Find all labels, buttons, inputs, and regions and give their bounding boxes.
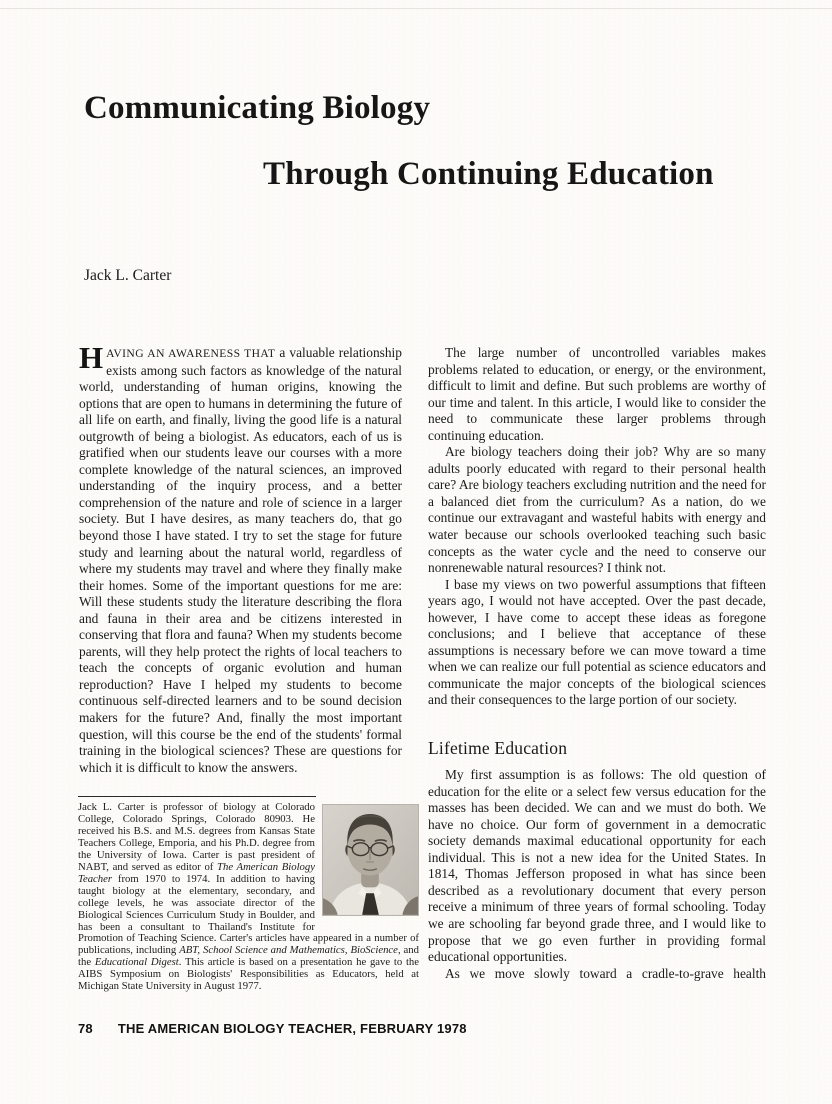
page-title-line1: Communicating Biology	[84, 90, 431, 126]
bio-divider	[78, 796, 316, 797]
page-footer	[78, 1021, 467, 1036]
footer-page-number: 78	[78, 1021, 93, 1036]
bio-richtext: Jack L. Carter is professor of biology at Colorado College, Colorado Springs, Colorado 80903. He received his B.S. and M.S. degrees from Kansas State Teachers College, Emporia, and his Ph.D. degree from the University of Iowa. Carter is past president of NABT, and served as editor of The American Biology Teacher from 1970 to 1974. In addition to having taught biology at the elementary, secondary, and college levels, he was associate director of the Biological Sciences Curriculum Study in Boulder, and has been a consultant to Thailand's Institute for Promotion of Teaching Science. Carter's articles have appeared in a number of publications, including ABT, School Science and Mathematics, BioScience, and the Educational Digest. This article is based on a presentation he gave to the AIBS Symposium on Biologists' Responsibilities as Educators, held at Michigan State University in August 1977.	[78, 801, 419, 993]
lead-body-text: a valuable relationship exists among such factors as knowledge of the natural world, understanding of human origins, knowing the options that are open to humans in determining the future of all life on earth, and finally, living the good life is a natural outgrowth of being a biologist. As educators, each of us is gratified when our students leave our courses with a more complete knowledge of the natural sciences, an improved understanding of the inquiry process, and a better comprehension of the nature and role of science in a larger society. But I have desires, as many teachers do, that go beyond those I have stated. I try to set the stage for future study and learning about the natural world, regardless of where my students may travel and where they finally make their homes. Some of the important questions for me are: Will these students study the literature describing the flora and fauna in their area and be citizens interested in conserving that flora and fauna? When my students become parents, will they help protect the rights of local teachers to teach the concepts of organic evolution and human reproduction? Have I helped my students to become continuous self-directed learners and to be sound decision makers for the future? And, finally the most important question, will this course be the end of the students' formal training in the biological sciences? These are questions for which it is difficult to know the answers.	[79, 345, 402, 775]
right-paragraph-2: Are biology teachers doing their job? Why are so many adults poorly educated with regard to their personal health care? Are biology teachers excluding nutrition and the need for a balanced diet from the curriculum? As a nation, do we continue our extravagant and wasteful habits with energy and water because our schools overlooked teaching such basic concepts as the water cycle and the need to conserve our nonrenewable natural resources? I think not.	[428, 444, 766, 576]
right-paragraph-4: My first assumption is as follows: The old question of education for the elite or a select few versus education for the masses has been decided. We can and we must do both. We have no choice. Our form of government in a democratic society demands maximal educational opportunity for each individual. This is not a new idea for the United States. In 1814, Thomas Jefferson proposed in what has since been described as a revolutionary document that every person receive a minimum of three years of formal schooling. Today we are schooling far beyond grade three, and I would like to propose that we go even further in providing formal educational opportunities.	[428, 767, 766, 965]
article-lead-paragraph	[79, 340, 402, 776]
right-paragraph-1: The large number of uncontrolled variables makes problems related to education, or energy, or the environment, difficult to limit and define. But such problems are worthy of our time and talent. In this article, I would like to consider the need to communicate these larger problems through continuing education.	[428, 345, 766, 443]
author-bio	[78, 796, 419, 993]
left-column	[79, 340, 402, 776]
section-heading-lifetime-education: Lifetime Education	[428, 738, 568, 759]
bio-text	[78, 802, 419, 993]
right-column	[428, 345, 766, 982]
right-paragraph-3: I base my views on two powerful assumptions that fifteen years ago, I would not have accepted. Over the past decade, however, I have come to accept these ideas as foregone conclusions; and I believe that acceptance of these assumptions is necessary before we can move toward a time when we can realize our full potential as science educators and communicate the major concepts of the biological sciences and their consequences to the large portion of our society.	[428, 576, 766, 708]
author-name: Jack L. Carter	[84, 267, 172, 284]
page-title-line2: Through Continuing Education	[263, 156, 714, 192]
right-paragraph-5: As we move slowly toward a cradle-to-grave health	[445, 965, 766, 981]
page-top-rule	[0, 8, 832, 9]
lead-smallcaps: AVING AN AWARENESS THAT	[106, 347, 276, 360]
author-photo	[322, 804, 419, 916]
dropcap-letter: H	[79, 340, 104, 375]
footer-journal-title: THE AMERICAN BIOLOGY TEACHER, FEBRUARY 1978	[117, 1021, 467, 1036]
